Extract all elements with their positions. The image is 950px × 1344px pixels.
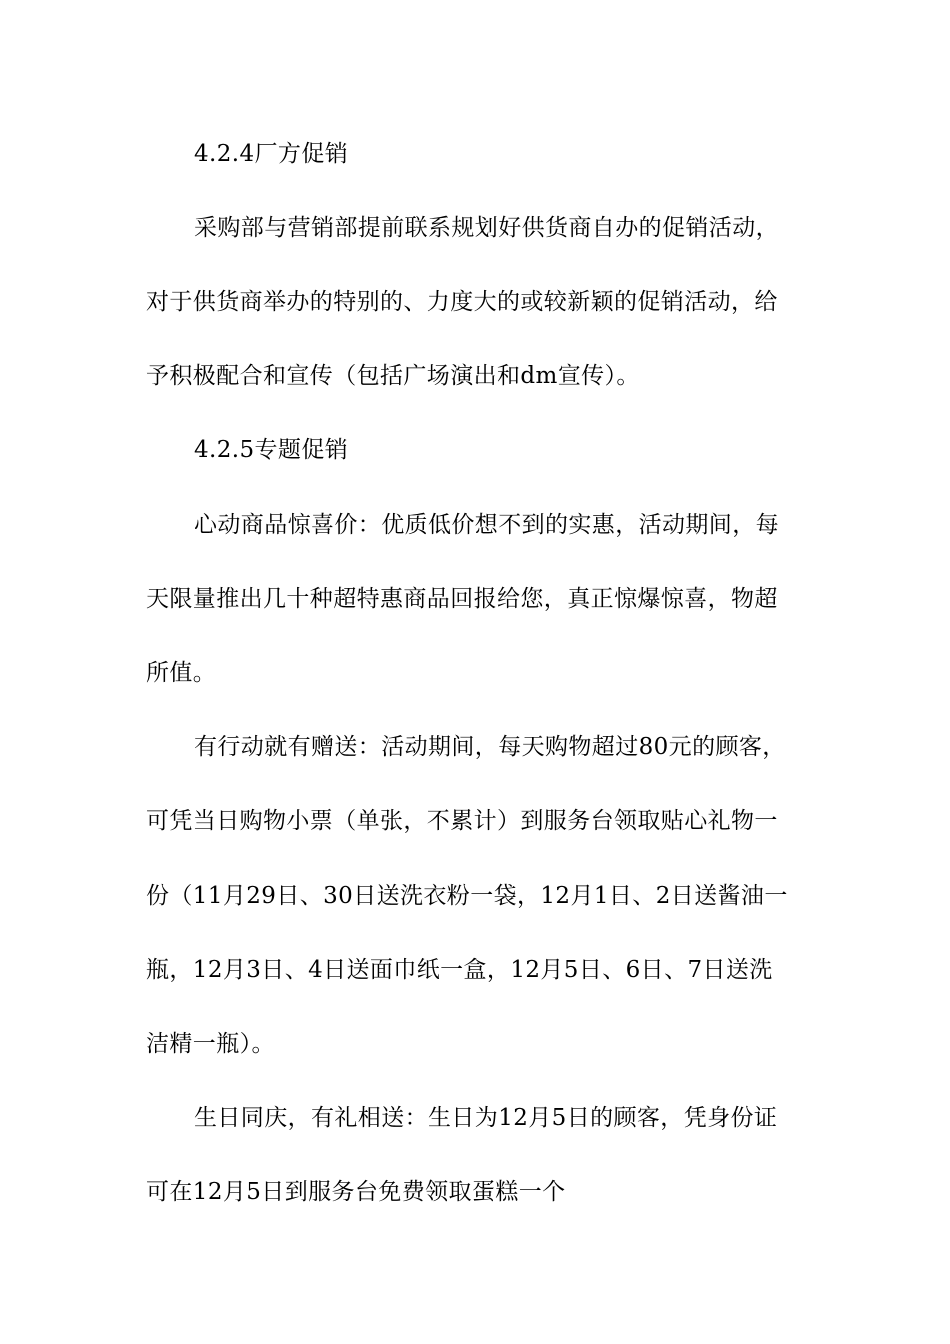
paragraph-line: 可在12月5日到服务台免费领取蛋糕一个 — [146, 1179, 566, 1205]
paragraph-line: 天限量推出几十种超特惠商品回报给您，真正惊爆惊喜，物超 — [146, 586, 778, 612]
paragraph-line: 份（11月29日、30日送洗衣粉一袋，12月1日、2日送酱油一 — [146, 883, 788, 909]
paragraph-line: 对于供货商举办的特别的、力度大的或较新颖的促销活动，给 — [146, 289, 778, 315]
paragraph-line: 所值。 — [146, 660, 217, 686]
paragraph-line: 生日同庆，有礼相送：生日为12月5日的顾客，凭身份证 — [194, 1105, 778, 1131]
paragraph-line: 心动商品惊喜价：优质低价想不到的实惠，活动期间，每 — [194, 512, 779, 538]
paragraph-line: 有行动就有赠送：活动期间，每天购物超过80元的顾客， — [194, 734, 786, 760]
section-heading-4-2-5: 4.2.5专题促销 — [194, 437, 349, 463]
section-heading-4-2-4: 4.2.4厂方促销 — [194, 141, 349, 167]
paragraph-line: 可凭当日购物小票（单张，不累计）到服务台领取贴心礼物一 — [146, 808, 778, 834]
paragraph-line: 瓶，12月3日、4日送面巾纸一盒，12月5日、6日、7日送洗 — [146, 957, 773, 983]
paragraph-line: 洁精一瓶）。 — [146, 1031, 275, 1057]
paragraph-line: 予积极配合和宣传（包括广场演出和dm宣传）。 — [146, 363, 640, 389]
paragraph-line: 采购部与营销部提前联系规划好供货商自办的促销活动， — [194, 215, 779, 241]
